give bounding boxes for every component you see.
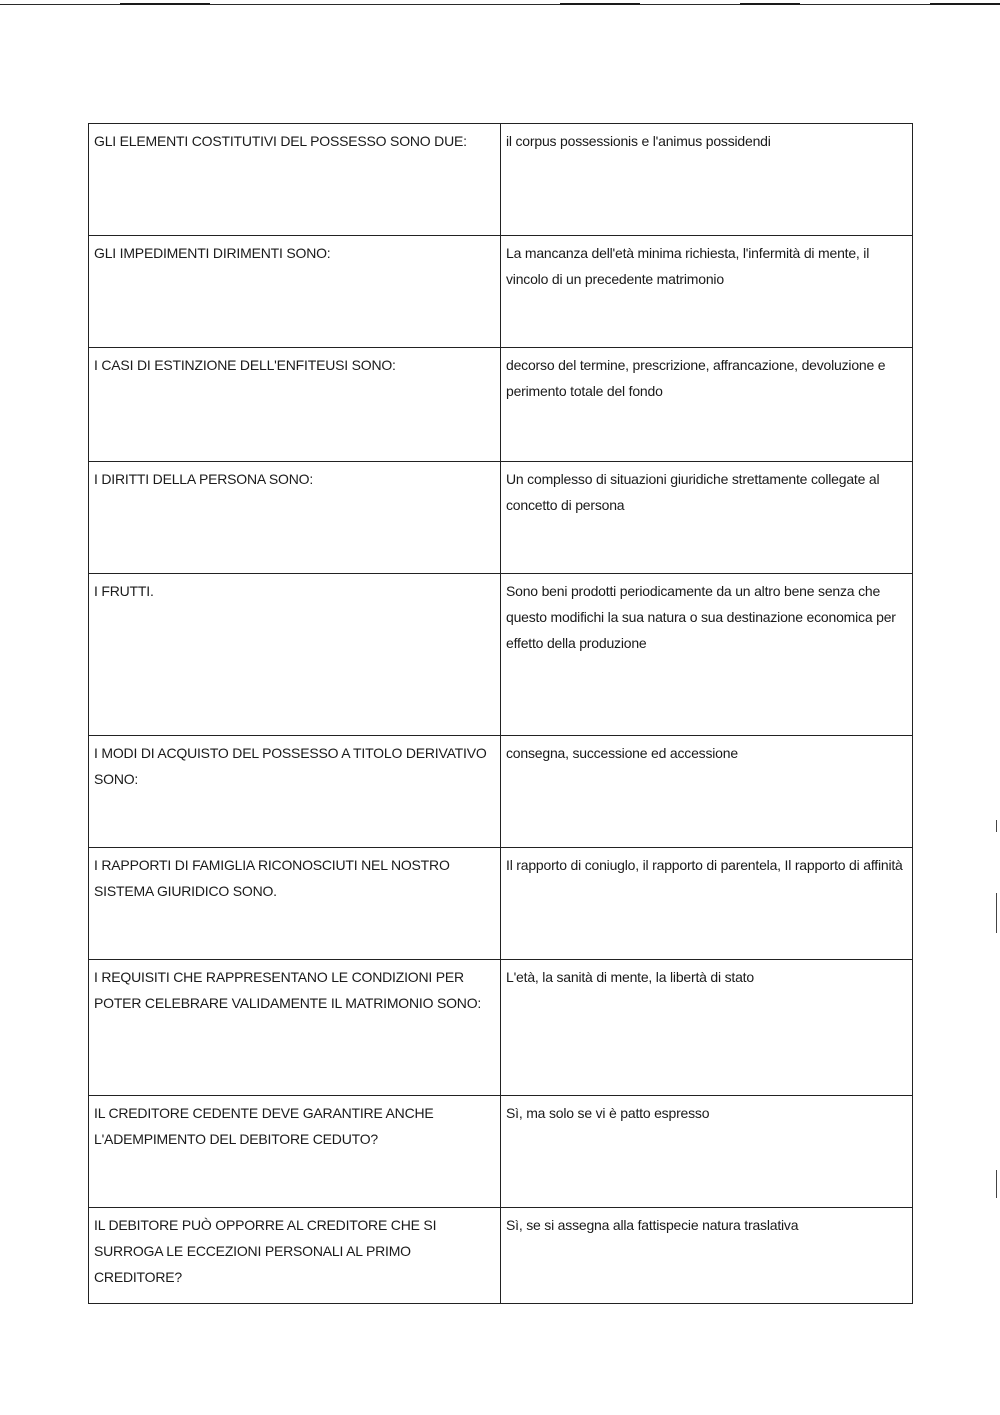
table-row [89,124,913,236]
answer-cell: Sì, ma solo se vi è patto espresso [501,1096,913,1208]
question-cell: IL DEBITORE PUÒ OPPORRE AL CREDITORE CHE SI SURROGA LE ECCEZIONI PERSONALI AL PRIMO CREDITORE? [89,1208,501,1304]
answer-cell: il corpus possessionis e l'animus possidendi [501,124,913,236]
answer-cell: L'età, la sanità di mente, la libertà di stato [501,960,913,1096]
answer-cell: La mancanza dell'età minima richiesta, l'infermità di mente, il vincolo di un precedente matrimonio [501,236,913,348]
question-cell: IL CREDITORE CEDENTE DEVE GARANTIRE ANCHE L'ADEMPIMENTO DEL DEBITORE CEDUTO? [89,1096,501,1208]
question-cell: I REQUISITI CHE RAPPRESENTANO LE CONDIZIONI PER POTER CELEBRARE VALIDAMENTE IL MATRIMONIO SONO: [89,960,501,1096]
table-row [89,960,913,1096]
scan-top-edge [0,0,1000,10]
answer-cell: Sono beni prodotti periodicamente da un altro bene senza che questo modifichi la sua natura o sua destinazione economica per effetto della produzione [501,574,913,736]
answer-cell: Il rapporto di coniuglo, il rapporto di parentela, Il rapporto di affinità [501,848,913,960]
answer-cell: consegna, successione ed accessione [501,736,913,848]
scan-edge-mark [996,893,997,933]
table-row [89,736,913,848]
table-row [89,1208,913,1304]
table-row [89,848,913,960]
question-cell: I MODI DI ACQUISTO DEL POSSESSO A TITOLO DERIVATIVO SONO: [89,736,501,848]
question-cell: GLI ELEMENTI COSTITUTIVI DEL POSSESSO SONO DUE: [89,124,501,236]
table-row [89,574,913,736]
question-cell: GLI IMPEDIMENTI DIRIMENTI SONO: [89,236,501,348]
answer-cell: Sì, se si assegna alla fattispecie natura traslativa [501,1208,913,1304]
answer-cell: Un complesso di situazioni giuridiche strettamente collegate al concetto di persona [501,462,913,574]
answer-cell: decorso del termine, prescrizione, affrancazione, devoluzione e perimento totale del fondo [501,348,913,462]
question-cell: I DIRITTI DELLA PERSONA SONO: [89,462,501,574]
question-answer-table [88,123,913,1304]
table-row [89,236,913,348]
question-cell: I RAPPORTI DI FAMIGLIA RICONOSCIUTI NEL NOSTRO SISTEMA GIURIDICO SONO. [89,848,501,960]
scan-edge-mark [996,1170,997,1198]
table-row [89,348,913,462]
question-cell: I CASI DI ESTINZIONE DELL'ENFITEUSI SONO: [89,348,501,462]
table-row [89,462,913,574]
question-cell: I FRUTTI. [89,574,501,736]
scan-edge-mark [996,820,997,832]
table-row [89,1096,913,1208]
